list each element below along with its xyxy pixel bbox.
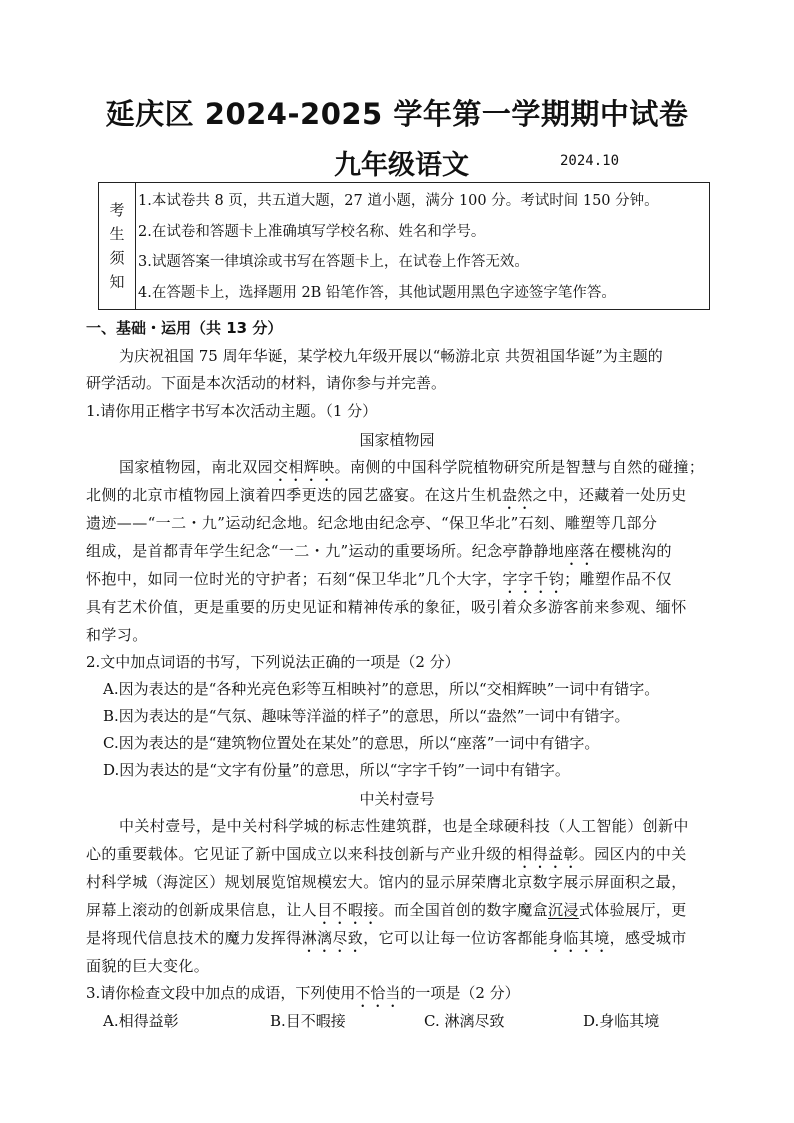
exam-title: 延庆区 2024-2025 学年第一学期期中试卷 <box>105 97 689 131</box>
dotted-word: 交相辉映 <box>273 458 335 476</box>
q2-option-d: D.因为表达的是“文字有份量”的意思，所以“字字千钧”一词中有错字。 <box>103 761 570 779</box>
candidate-notice-box <box>98 182 710 310</box>
q2-option-c: C.因为表达的是“建筑物位置处在某处”的意思，所以“座落”一词中有错字。 <box>103 734 600 752</box>
passage-line <box>86 927 687 956</box>
text-run: 的一项是（2 分） <box>400 984 520 1002</box>
q3-option-d: D.身临其境 <box>583 1012 660 1030</box>
text-run: 心的重要载体。它见证了新中国成立以来科技创新与产业升级的 <box>86 845 518 863</box>
text-run: 北侧的北京市植物园上演着四季更迭的园艺盛宴。在这片生机 <box>86 486 502 504</box>
text-run: 国家植物园，南北双园 <box>119 458 274 476</box>
intro-line: 研学活动。下面是本次活动的材料，请你参与并完善。 <box>86 374 447 392</box>
passage-line: 面貌的巨大变化。 <box>86 957 210 975</box>
notice-label-char: 考 <box>109 201 125 219</box>
text-run: 。南侧的中国科学院植物研究所是智慧与自然的碰撞； <box>334 458 705 476</box>
notice-label-char: 生 <box>109 225 125 243</box>
text-run: 。而全国首创的数字魔盒 <box>378 901 549 919</box>
passage-line <box>119 456 704 485</box>
text-run: 怀抱中，如同一位时光的守护者；石刻“保卫华北”几个大字， <box>86 570 503 588</box>
dotted-word: 相得益彰 <box>517 845 579 863</box>
q3-option-a: A.相得益彰 <box>103 1012 179 1030</box>
section-heading: 一、基础・运用（共 13 分） <box>86 319 283 337</box>
dotted-word: 字字千钧 <box>502 570 565 588</box>
passage-line: 遗迹——“一二・九”运动纪念地。纪念地由纪念亭、“保卫华北”石刻、雕塑等几部分 <box>86 514 658 532</box>
notice-item: 4.在答题卡上，选择题用 2B 铅笔作答，其他试题用黑色字迹签字笔作答。 <box>138 284 616 301</box>
passage-line: 和学习。 <box>86 626 148 644</box>
text-run: 在樱桃沟的 <box>594 542 672 560</box>
dotted-word: 不恰当 <box>355 984 401 1002</box>
question-2: 2.文中加点词语的书写，下列说法正确的一项是（2 分） <box>86 653 460 671</box>
text-run: 之中，还藏着一处历史 <box>532 486 687 504</box>
notice-item: 3.试题答案一律填涂或书写在答题卡上，在试卷上作答无效。 <box>138 254 529 270</box>
intro-line: 为庆祝祖国 75 周年华诞，某学校九年级开展以“畅游北京 共贺祖国华诞”为主题的 <box>119 347 663 365</box>
passage-line <box>86 568 672 597</box>
text-run: 。园区内的中关 <box>578 845 687 863</box>
text-run: 是将现代信息技术的魔力发挥得 <box>86 929 302 947</box>
text-run: ，它可以让每一位访客都能 <box>363 929 549 947</box>
exam-date: 2024.10 <box>560 153 620 169</box>
q3-option-b: B.目不暇接 <box>270 1012 346 1030</box>
dotted-word: 身临其境 <box>548 929 610 947</box>
question-1: 1.请你用正楷字书写本次活动主题。（1 分） <box>86 402 378 420</box>
dotted-word: 目不暇接 <box>317 901 379 919</box>
passage-title: 国家植物园 <box>359 431 435 449</box>
dotted-word: 盎然 <box>501 486 533 504</box>
passage-line <box>86 484 687 513</box>
q3-option-c: C. 淋漓尽致 <box>424 1012 505 1030</box>
text-run: ，感受城市 <box>609 929 687 947</box>
dotted-word: 座落 <box>564 542 595 560</box>
passage-title: 中关村壹号 <box>359 790 435 808</box>
q2-option-b: B.因为表达的是“气氛、趣味等洋溢的样子”的意思，所以“盎然”一词中有错字。 <box>103 707 630 725</box>
notice-label-char: 知 <box>109 273 125 291</box>
notice-list <box>136 183 709 309</box>
exam-subtitle: 九年级语文 <box>334 150 469 181</box>
notice-item: 1.本试卷共 8 页，共五道大题，27 道小题，满分 100 分。考试时间 150 分钟。 <box>138 193 659 209</box>
passage-line <box>86 540 672 569</box>
text-run: 3.请你检查文段中加点的成语，下列使用 <box>86 984 356 1002</box>
q2-option-a: A.因为表达的是“各种光亮色彩等互相映衬”的意思，所以“交相辉映”一词中有错字。 <box>103 680 660 698</box>
notice-label-char: 须 <box>109 249 125 267</box>
notice-label <box>99 183 136 309</box>
underlined-word: 沉浸 <box>548 901 579 919</box>
text-run: 式体验展厅，更 <box>578 901 687 919</box>
text-run: 屏幕上滚动的创新成果信息，让人 <box>86 901 318 919</box>
passage-line: 具有艺术价值，更是重要的历史见证和精神传承的象征，吸引着众多游客前来参观、缅怀 <box>86 598 687 616</box>
text-run: 组成，是首都青年学生纪念“一二・九”运动的重要场所。纪念亭静静地 <box>86 542 565 560</box>
passage-line <box>86 843 687 872</box>
passage-line <box>86 899 687 928</box>
passage-line: 村科学城（海淀区）规划展览馆规模宏大。馆内的显示屏荣膺北京数字展示屏面积之最， <box>86 873 687 891</box>
text-run: ；雕塑作品不仅 <box>564 570 672 588</box>
question-3 <box>86 982 520 1011</box>
notice-item: 2.在试卷和答题卡上准确填写学校名称、姓名和学号。 <box>138 223 486 240</box>
passage-line: 中关村壹号，是中关村科学城的标志性建筑群，也是全球硬科技（人工智能）创新中 <box>119 817 689 835</box>
dotted-word: 淋漓尽致 <box>301 929 364 947</box>
